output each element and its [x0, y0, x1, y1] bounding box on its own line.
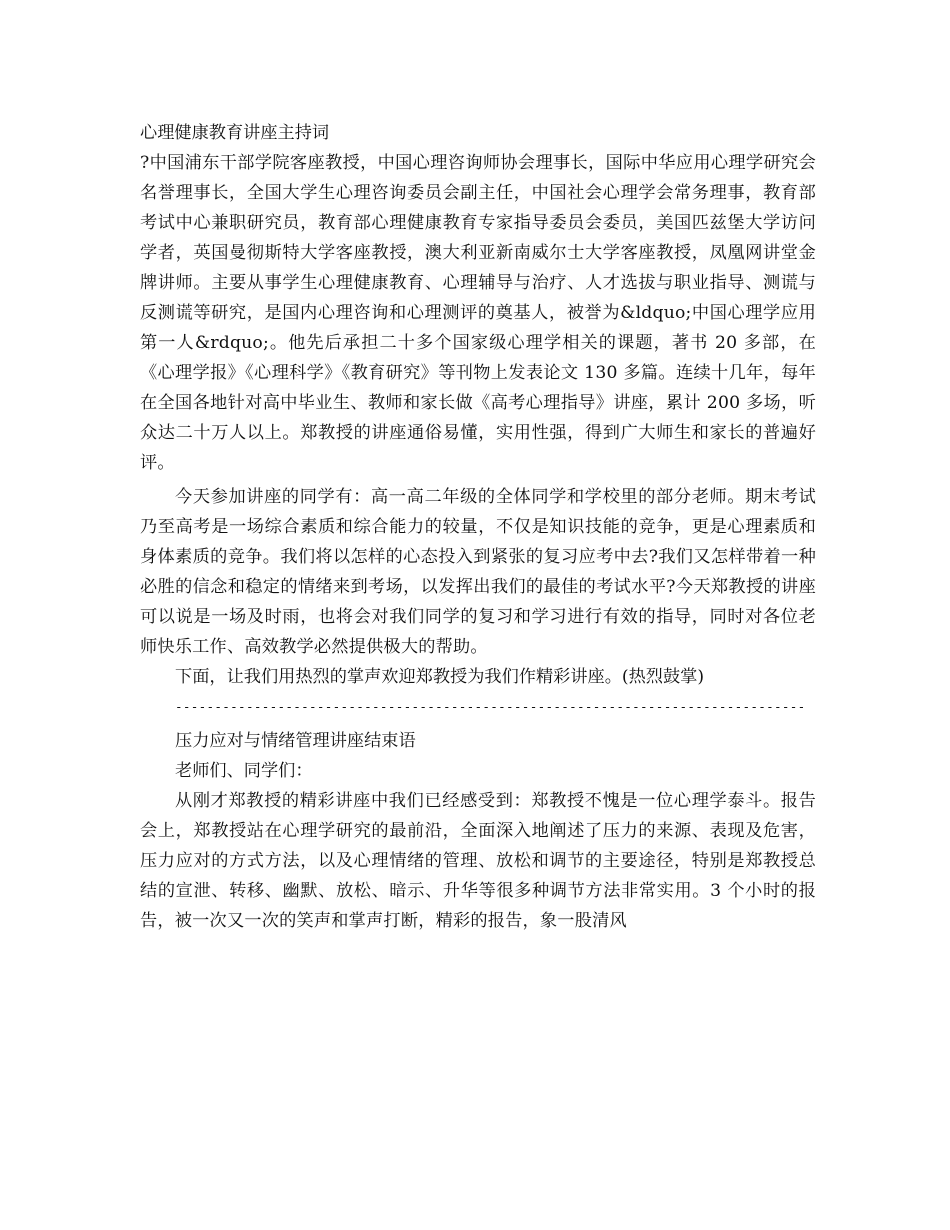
section-divider: --------------------------------------------------------------------------------	[175, 699, 806, 714]
document-title: 心理健康教育讲座主持词	[140, 123, 330, 143]
greeting-line: 老师们、同学们：	[175, 761, 313, 781]
intro-paragraph: ?中国浦东干部学院客座教授，中国心理咨询师协会理事长，国际中华应用心理学研究会名誉理事长，全国大学生心理咨询委员会副主任，中国社会心理学会常务理事，教育部考试中心兼职研究员，教育部心理健康教育专家指导委员会委员，美国匹兹堡大学访问学者，英国曼彻斯特大学客座教授，澳大利亚新南威尔士大学客座教授，凤凰网讲堂金牌讲师。主要从事学生心理健康教育、心理辅导与治疗、人才选拔与职业指导、测谎与反测谎等研究，是国内心理咨询和心理测评的奠基人，被誉为&ldquo;中国心理学应用第一人&rdquo;。他先后承担二十多个国家级心理学相关的课题，著书 20 多部，在《心理学报》《心理科学》《教育研究》等刊物上发表论文 130 多篇。连续十几年，每年在全国各地针对高中毕业生、教师和家长做《高考心理指导》讲座，累计 200 多场，听众达二十万人以上。郑教授的讲座通俗易懂，实用性强，得到广大师生和家长的普遍好评。	[140, 153, 816, 473]
audience-paragraph: 今天参加讲座的同学有：高一高二年级的全体同学和学校里的部分老师。期末考试乃至高考是一场综合素质和综合能力的较量，不仅是知识技能的竞争，更是心理素质和身体素质的竞争。我们将以怎样的心态投入到紧张的复习应考中去?我们又怎样带着一种必胜的信念和稳定的情绪来到考场，以发挥出我们的最佳的考试水平?今天郑教授的讲座可以说是一场及时雨，也将会对我们同学的复习和学习进行有效的指导，同时对各位老师快乐工作、高效教学必然提供极大的帮助。	[140, 487, 816, 657]
section2-title: 压力应对与情绪管理讲座结束语	[175, 731, 416, 751]
welcome-line: 下面，让我们用热烈的掌声欢迎郑教授为我们作精彩讲座。(热烈鼓掌)	[175, 667, 705, 687]
closing-paragraph: 从刚才郑教授的精彩讲座中我们已经感受到：郑教授不愧是一位心理学泰斗。报告会上，郑教授站在心理学研究的最前沿，全面深入地阐述了压力的来源、表现及危害，压力应对的方式方法，以及心理情绪的管理、放松和调节的主要途径，特别是郑教授总结的宣泄、转移、幽默、放松、暗示、升华等很多种调节方法非常实用。3 个小时的报告，被一次又一次的笑声和掌声打断，精彩的报告，象一股清风	[140, 791, 816, 931]
document-body	[140, 118, 816, 936]
